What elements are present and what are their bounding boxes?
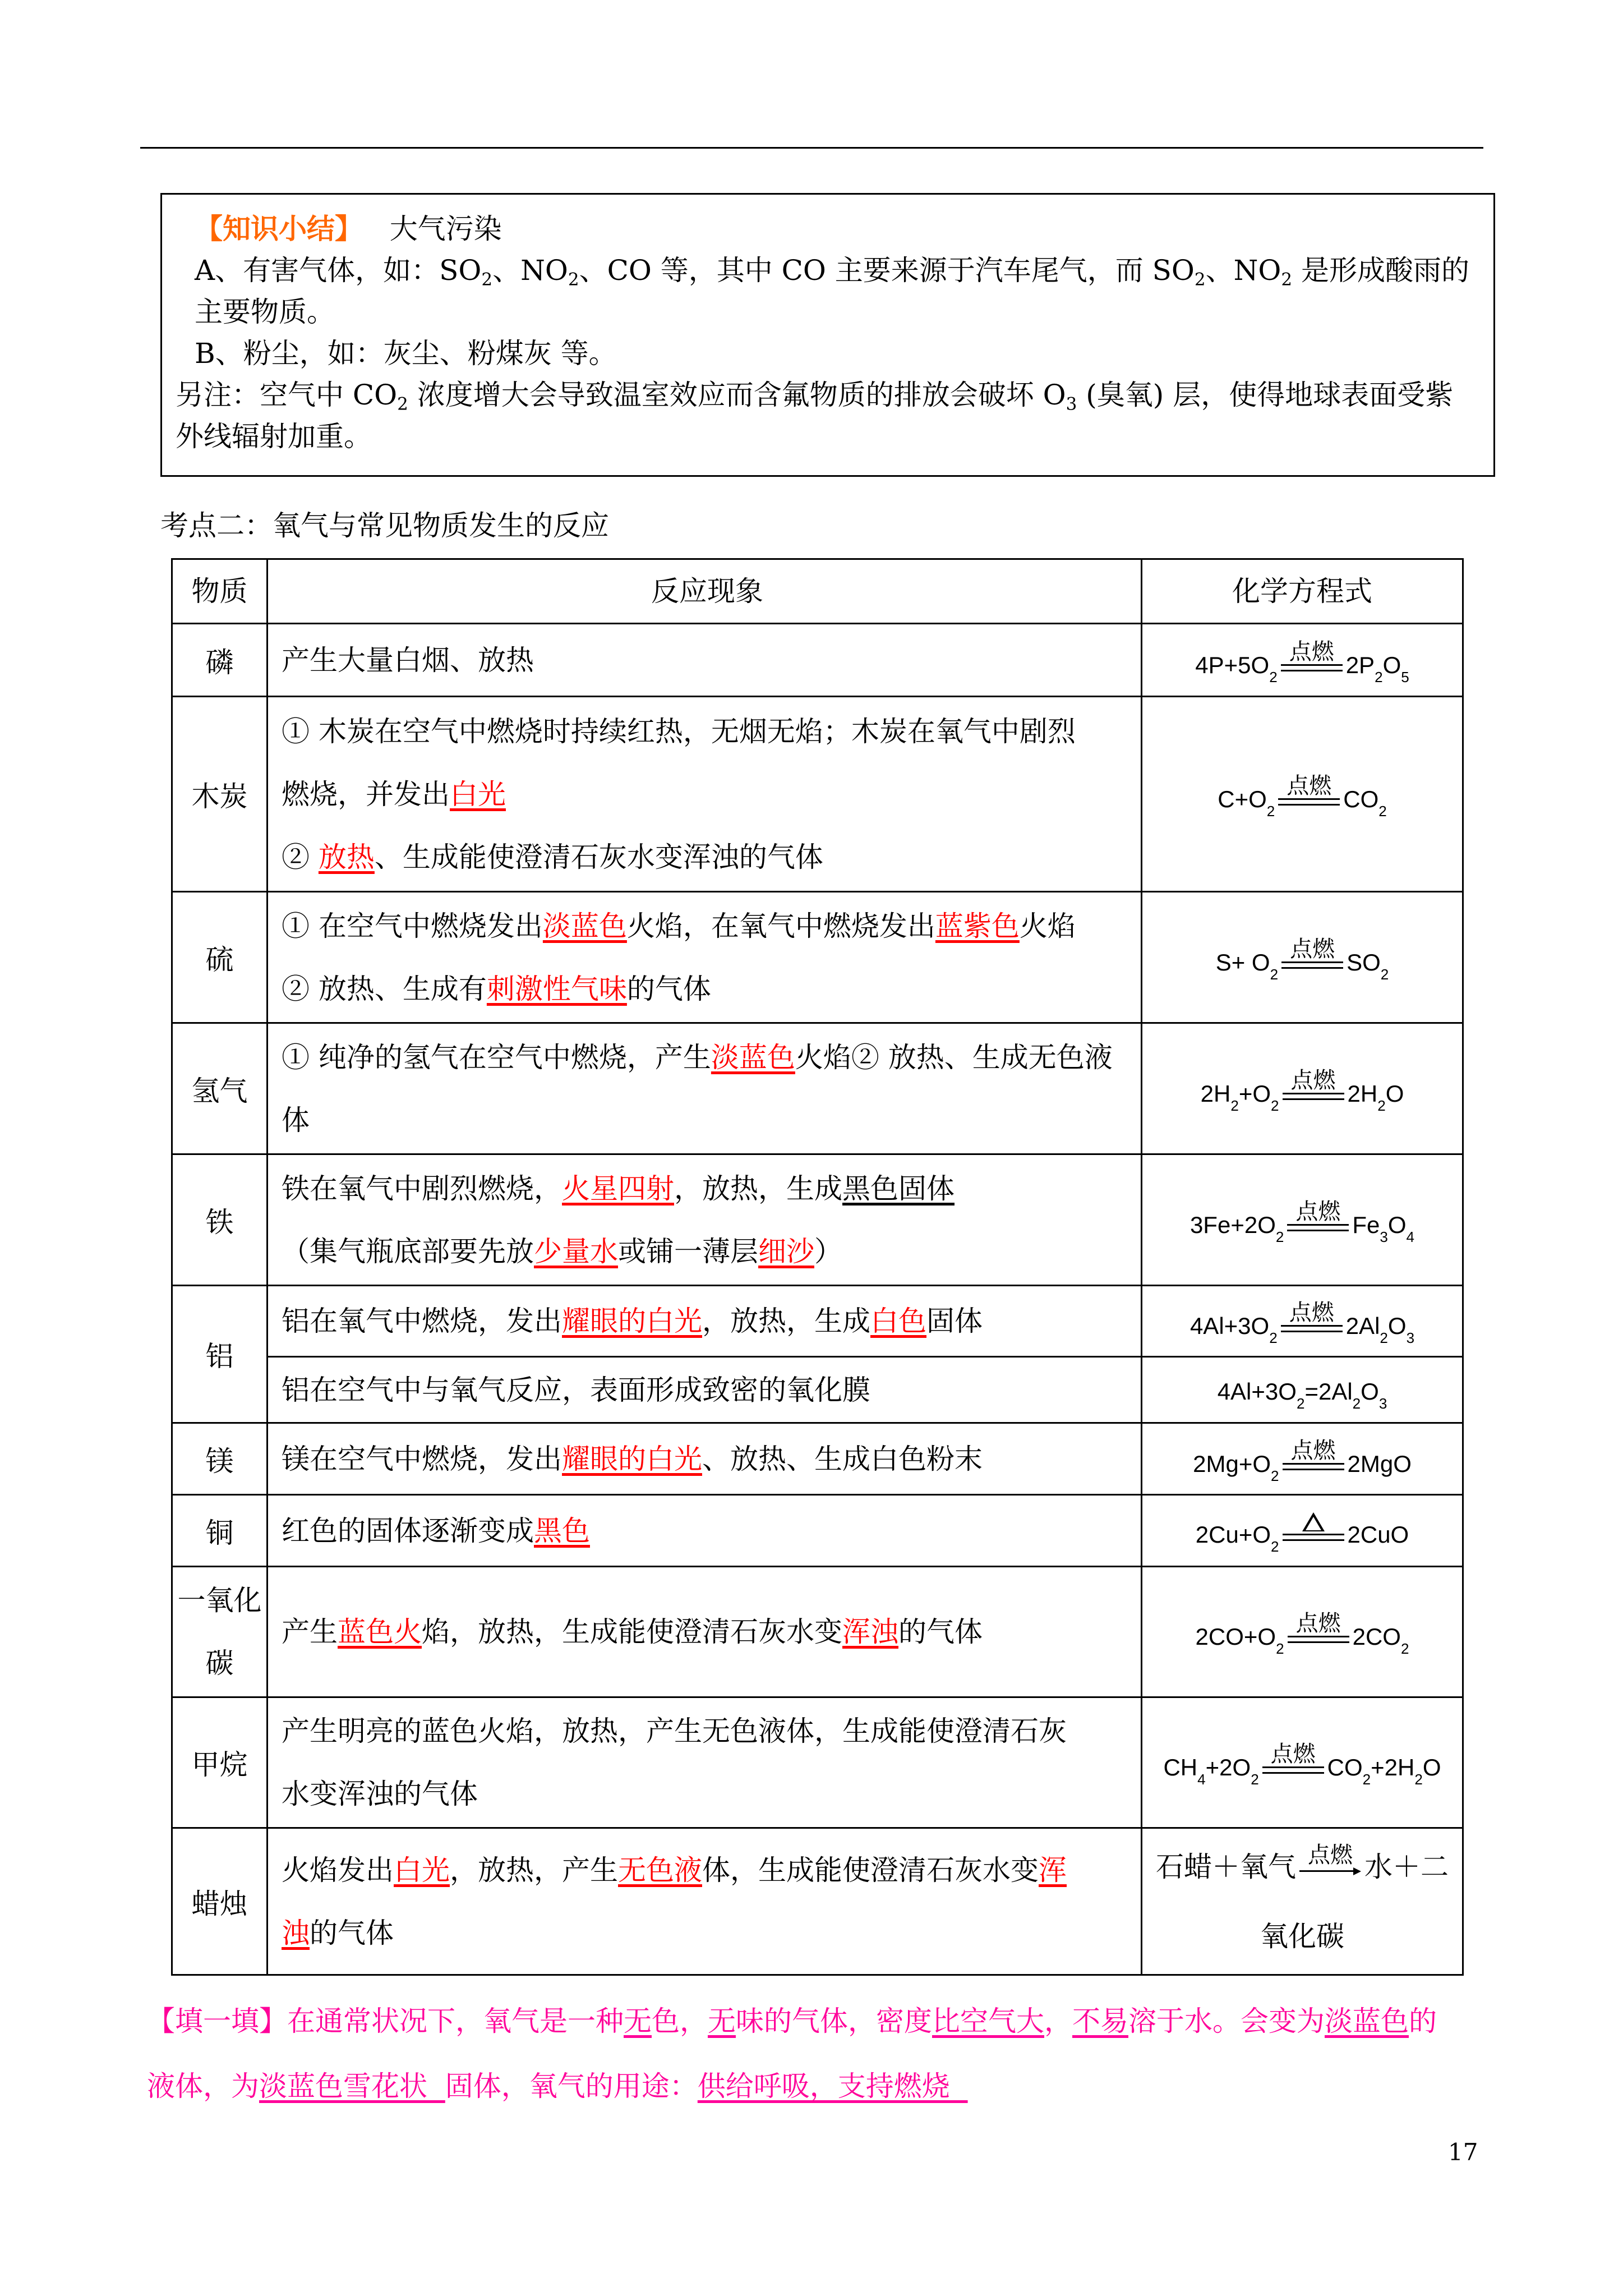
- text-line: [282, 826, 1133, 889]
- text: ②: [282, 840, 319, 873]
- text: 、NO: [1205, 254, 1281, 287]
- table-row: [172, 1286, 1463, 1357]
- eq-text: 2P: [1345, 651, 1375, 678]
- eq-text: 水＋二: [1364, 1850, 1449, 1883]
- fill-tag: 【填一填】: [147, 2005, 287, 2037]
- phenomenon-cell: [268, 1697, 1142, 1828]
- chemical-equation: 2Mg+O 2 点燃 2MgO: [1193, 1437, 1412, 1484]
- eq-text: 4Al+3O: [1189, 1313, 1270, 1339]
- text: 液体，为: [147, 2070, 259, 2102]
- header-equation: 化学方程式: [1142, 559, 1463, 624]
- text: 产生: [282, 1616, 338, 1648]
- double-line: [1283, 1463, 1344, 1470]
- text: ① 纯净的氢气在空气中燃烧，产生: [282, 1041, 711, 1074]
- answer: 耀眼的白光: [562, 1305, 702, 1337]
- text-line: [282, 1902, 1133, 1964]
- summary-note: [176, 374, 1480, 416]
- text: 焰，放热，生成能使澄清石灰水变: [422, 1616, 842, 1648]
- text: （集气瓶底部要先放: [282, 1235, 534, 1268]
- eq-text: O: [1382, 651, 1401, 678]
- text-line: [282, 1290, 1133, 1352]
- text: 铝在氧气中燃烧，发出: [282, 1305, 562, 1337]
- blank-answer: 供给呼吸，支持燃烧: [697, 2070, 968, 2102]
- eq-text: =2Al: [1304, 1378, 1353, 1405]
- text: 另注：空气中 CO: [176, 379, 398, 411]
- answer: 蓝紫色: [935, 909, 1020, 942]
- blank-answer: 比空气大: [932, 2005, 1044, 2037]
- reaction-condition: 点燃: [1289, 638, 1334, 665]
- table-row: [172, 1357, 1463, 1423]
- text: ，放热，生成: [674, 1172, 842, 1205]
- equation-cell: [1142, 1357, 1463, 1423]
- answer: 浑: [1039, 1853, 1067, 1887]
- table-row: [172, 1023, 1463, 1154]
- text-line: [282, 958, 1133, 1020]
- equation-cell: [1142, 892, 1463, 1023]
- answer: 白色: [870, 1305, 926, 1337]
- answer: 白光: [450, 777, 506, 811]
- eq-text: 2CO+O: [1195, 1623, 1276, 1650]
- text-line: [282, 1428, 1133, 1490]
- text: 火焰，在氧气中燃烧发出: [626, 909, 935, 942]
- text-line: [282, 1600, 1133, 1663]
- phenomenon-cell: [268, 1423, 1142, 1495]
- header-substance: 物质: [172, 559, 268, 624]
- eq-text: 石蜡＋氧气: [1156, 1850, 1296, 1883]
- double-line: [1283, 1534, 1344, 1541]
- summary-title: 大气污染: [389, 213, 502, 245]
- blank-answer: 无: [708, 2005, 736, 2037]
- eq-text: +2H: [1371, 1754, 1415, 1780]
- substance-cell: 铜: [172, 1495, 268, 1567]
- text: 的气体: [626, 972, 711, 1005]
- text: 火焰发出: [282, 1853, 394, 1887]
- sub: 2: [481, 269, 493, 290]
- answer: 浊: [282, 1916, 310, 1949]
- header-phenomenon: 反应现象: [268, 559, 1142, 624]
- reaction-arrow: [1288, 1612, 1349, 1649]
- summary-line-b: B、粉尘，如：灰尘、粉煤灰 等。: [195, 337, 617, 370]
- eq-text: 2Cu+O: [1195, 1521, 1271, 1548]
- text-line: [282, 1026, 1133, 1089]
- text: 火焰② 放热、生成无色液: [795, 1041, 1113, 1074]
- page-number: 17: [1448, 2138, 1478, 2166]
- substance-cell: 镁: [172, 1423, 268, 1495]
- phenomenon-cell: 产生大量白烟、放热: [268, 624, 1142, 697]
- sub: 2: [1281, 269, 1293, 290]
- eq-text: 2CuO: [1347, 1521, 1409, 1548]
- answer: 蓝色火: [338, 1616, 422, 1648]
- phenomenon-cell: [268, 1828, 1142, 1975]
- text-line: 水变浑浊的气体: [282, 1778, 478, 1810]
- answer: 淡蓝色: [542, 909, 627, 942]
- summary-note-cont: 外线辐射加重。: [176, 420, 372, 453]
- double-line: [1283, 1093, 1344, 1100]
- phenomenon-cell: [268, 1567, 1142, 1697]
- text: 色，: [652, 2005, 708, 2037]
- fill-in-blank: [147, 1989, 1487, 2119]
- text: 的: [1409, 2005, 1437, 2037]
- phenomenon-cell: [268, 1286, 1142, 1357]
- eq-text: 2Mg+O: [1193, 1450, 1271, 1477]
- substance-cell: 铁: [172, 1154, 268, 1286]
- eq-text: 2Al: [1345, 1313, 1380, 1339]
- answer: 刺激性气味: [486, 972, 627, 1005]
- text: 的气体: [310, 1916, 394, 1949]
- text: ，: [1044, 2005, 1072, 2037]
- reaction-condition: 点燃: [1308, 1842, 1353, 1868]
- eq-text: CO: [1327, 1754, 1363, 1780]
- answer: 耀眼的白光: [562, 1442, 702, 1475]
- chemical-equation: 4P+5O 2 点燃 2P 2 O 5: [1195, 638, 1409, 685]
- answer: 浑浊: [842, 1616, 898, 1648]
- reaction-arrow: [1283, 1069, 1344, 1106]
- reaction-condition: 点燃: [1295, 1611, 1341, 1636]
- text: 、生成能使澄清石灰水变浑浊的气体: [374, 840, 823, 873]
- chemical-equation: C+O 2 点燃 CO 2: [1218, 772, 1387, 820]
- sub: 2: [568, 269, 579, 290]
- substance-cell: 甲烷: [172, 1697, 268, 1828]
- text: 固体: [926, 1305, 983, 1337]
- reaction-arrow: [1262, 1743, 1324, 1779]
- table-row: [172, 1495, 1463, 1567]
- reaction-arrow: [1299, 1844, 1361, 1881]
- text: 燃烧，并发出: [282, 777, 450, 811]
- answer: 无色液: [618, 1853, 702, 1887]
- eq-text: 2H: [1347, 1080, 1378, 1107]
- eq-text: 3Fe+2O: [1189, 1211, 1276, 1238]
- eq-text: Fe: [1352, 1211, 1380, 1238]
- eq-text: O: [1387, 1211, 1407, 1238]
- equation-cell: [1142, 624, 1463, 697]
- equation-cell: [1142, 1286, 1463, 1357]
- chemical-equation: CH 4 +2O 2 点燃 CO 2 +2H 2 O: [1163, 1741, 1441, 1788]
- eq-text: S+ O: [1215, 949, 1270, 976]
- double-line: [1288, 1636, 1349, 1643]
- eq-text: C+O: [1218, 785, 1267, 812]
- reaction-arrow: [1281, 638, 1343, 677]
- eq-text: 2MgO: [1347, 1450, 1412, 1477]
- text: ，放热，产生: [450, 1853, 618, 1887]
- eq-text: 4P+5O: [1195, 651, 1270, 678]
- table-row: [172, 1423, 1463, 1495]
- text: 红色的固体逐渐变成: [282, 1514, 534, 1547]
- equation-cell: [1142, 1567, 1463, 1697]
- double-line: [1287, 1224, 1349, 1231]
- eq-text: 4Al+3O: [1217, 1378, 1297, 1405]
- eq-text: O: [1387, 1313, 1407, 1339]
- answer: 火星四射: [562, 1172, 674, 1205]
- text: A、有害气体，如：SO: [195, 254, 482, 287]
- text: 味的气体，密度: [736, 2005, 932, 2037]
- answer: 淡蓝色: [711, 1041, 795, 1074]
- text: (臭氧) 层，使得地球表面受紫: [1077, 379, 1454, 411]
- text-line: 体: [282, 1103, 310, 1137]
- eq-text: O: [1361, 1378, 1379, 1405]
- section-title: 考点二：氧气与常见物质发生的反应: [160, 509, 609, 542]
- equation-cell: [1142, 1828, 1463, 1975]
- text-line: [282, 1839, 1133, 1902]
- text: 、放热、生成白色粉末: [702, 1442, 983, 1475]
- text-line: [282, 763, 1133, 826]
- text: ② 放热、生成有: [282, 972, 487, 1005]
- blank-answer: 淡蓝色: [1325, 2005, 1409, 2037]
- table-row: [172, 1697, 1463, 1828]
- single-arrow: [1299, 1867, 1361, 1875]
- text: 的气体: [898, 1616, 983, 1648]
- text-line: [282, 1157, 1133, 1220]
- summary-line-a-cont: 主要物质。: [195, 296, 335, 328]
- knowledge-summary-box: [160, 193, 1495, 477]
- double-line: [1262, 1766, 1324, 1774]
- eq-text: SO: [1347, 949, 1381, 976]
- text: 镁在空气中燃烧，发出: [282, 1442, 562, 1475]
- text-line: 一氧化: [177, 1584, 262, 1617]
- blank-answer: 淡蓝色雪花状: [259, 2070, 445, 2102]
- reaction-condition: 点燃: [1290, 1437, 1336, 1464]
- text: 固体，氧气的用途：: [445, 2070, 698, 2102]
- chemical-equation: 3Fe+2O 2 点燃 Fe 3 O 4: [1189, 1198, 1415, 1245]
- answer: 少量水: [534, 1235, 618, 1268]
- equation-cell: [1142, 697, 1463, 892]
- eq-text: O: [1385, 1080, 1404, 1107]
- substance-cell: 硫: [172, 892, 268, 1023]
- eq-text: +O: [1238, 1080, 1271, 1107]
- reaction-arrow: [1281, 938, 1343, 974]
- reaction-arrow: [1283, 1439, 1344, 1476]
- table-header-row: [172, 559, 1463, 624]
- text: 溶于水。会变为: [1128, 2005, 1325, 2037]
- reaction-arrow: [1283, 1512, 1344, 1547]
- summary-tag: 【知识小结】: [195, 212, 363, 245]
- eq-text: 2CO: [1352, 1623, 1401, 1650]
- reaction-condition: 点燃: [1295, 1198, 1341, 1225]
- header-rule: [140, 147, 1483, 149]
- table-row: [172, 1828, 1463, 1975]
- substance-cell: 蜡烛: [172, 1828, 268, 1975]
- sub: 2: [397, 394, 408, 415]
- chemical-equation: S+ O 2 点燃 SO 2: [1215, 936, 1389, 983]
- equation-cell: [1142, 1495, 1463, 1567]
- chemical-equation: 2CO+O 2 点燃 2CO 2: [1195, 1611, 1409, 1657]
- summary-line-a: [176, 250, 1480, 291]
- phenomenon-cell: [268, 1023, 1142, 1154]
- eq-text: +2O: [1205, 1754, 1251, 1780]
- double-line: [1278, 798, 1340, 806]
- chemical-equation: 2H 2 +O 2 点燃 2H 2 O: [1200, 1067, 1404, 1114]
- table-row: [172, 624, 1463, 697]
- double-line: [1281, 664, 1343, 671]
- eq-text: 2H: [1200, 1080, 1231, 1107]
- substance-cell: 铝: [172, 1286, 268, 1423]
- substance-cell: [172, 1567, 268, 1697]
- answer: 细沙: [758, 1235, 814, 1268]
- reaction-condition: 点燃: [1270, 1741, 1316, 1767]
- blank-answer: 不易: [1072, 2005, 1128, 2037]
- eq-text: O: [1422, 1754, 1441, 1780]
- word-equation: [1156, 1844, 1449, 1881]
- equation-cell: [1142, 1154, 1463, 1286]
- text: ，放热，生成: [702, 1305, 870, 1337]
- chemical-equation: 4Al+3O 2 点燃 2Al 2 O 3: [1189, 1300, 1415, 1346]
- blank-answer: 无: [624, 2005, 652, 2037]
- text: 铁在氧气中剧烈燃烧，: [282, 1172, 562, 1205]
- text: 、NO: [492, 254, 568, 287]
- reaction-condition: 点燃: [1290, 1067, 1336, 1093]
- answer: 白光: [394, 1853, 450, 1887]
- table-row: [172, 697, 1463, 892]
- phenomenon-cell: 铝在空气中与氧气反应，表面形成致密的氧化膜: [268, 1357, 1142, 1423]
- text-line: 产生明亮的蓝色火焰，放热，产生无色液体，生成能使澄清石灰: [282, 1715, 1067, 1747]
- word-equation-cont: 氧化碳: [1260, 1920, 1344, 1953]
- substance-cell: 磷: [172, 624, 268, 697]
- text: 是形成酸雨的: [1292, 254, 1470, 287]
- phenomenon-cell: [268, 1154, 1142, 1286]
- phenomenon-cell: [268, 892, 1142, 1023]
- double-line: [1281, 961, 1343, 969]
- table-row: [172, 892, 1463, 1023]
- text: ）: [814, 1235, 842, 1268]
- reaction-condition: 点燃: [1289, 1300, 1334, 1326]
- text-line: [282, 1220, 1133, 1283]
- word-equation-line: [1142, 1832, 1462, 1902]
- substance-cell: 木炭: [172, 697, 268, 892]
- text-line: 碳: [205, 1647, 234, 1680]
- substance-cell: 氢气: [172, 1023, 268, 1154]
- underlined-text: 黑色固体: [842, 1172, 955, 1205]
- table-row: [172, 1567, 1463, 1697]
- equation-cell: [1142, 1023, 1463, 1154]
- sub: 3: [1066, 394, 1077, 415]
- text: 浓度增大会导致温室效应而含氟物质的排放会破坏 O: [408, 379, 1066, 411]
- phenomenon-cell: [268, 697, 1142, 892]
- text-line: [282, 1499, 1133, 1562]
- reaction-condition: 点燃: [1290, 936, 1335, 962]
- eq-text: CH: [1163, 1754, 1198, 1780]
- table-row: [172, 1154, 1463, 1286]
- heat-triangle-icon: [1302, 1512, 1325, 1531]
- text: 、CO 等，其中 CO 主要来源于汽车尾气，而 SO: [579, 254, 1195, 287]
- phenomenon-cell: [268, 1495, 1142, 1567]
- text: ① 在空气中燃烧发出: [282, 909, 543, 942]
- eq-text: CO: [1343, 785, 1379, 812]
- double-line: [1281, 1325, 1343, 1332]
- equation-cell: [1142, 1697, 1463, 1828]
- answer: 放热: [318, 840, 375, 873]
- text: 在通常状况下，氧气是一种: [287, 2005, 624, 2037]
- text-line: ① 木炭在空气中燃烧时持续红热，无烟无焰；木炭在氧气中剧烈: [282, 715, 1076, 748]
- text: 体，生成能使澄清石灰水变: [702, 1853, 1039, 1887]
- text: 或铺一薄层: [618, 1235, 758, 1268]
- reaction-arrow: [1287, 1200, 1349, 1237]
- equation-cell: [1142, 1423, 1463, 1495]
- reaction-arrow: [1281, 1301, 1343, 1338]
- reaction-arrow: [1278, 772, 1340, 811]
- chemical-equation: 4Al+3O 2 =2Al 2 O 3: [1217, 1378, 1387, 1412]
- reaction-table: [171, 558, 1464, 1976]
- text-line: [282, 895, 1133, 958]
- text: 火焰: [1019, 909, 1076, 942]
- chemical-equation: 2Cu+O 2 2CuO: [1196, 1512, 1409, 1547]
- summary-title-line: [176, 208, 1480, 250]
- answer: 黑色: [534, 1514, 590, 1547]
- sub: 2: [1194, 269, 1206, 290]
- reaction-condition: 点燃: [1287, 772, 1332, 799]
